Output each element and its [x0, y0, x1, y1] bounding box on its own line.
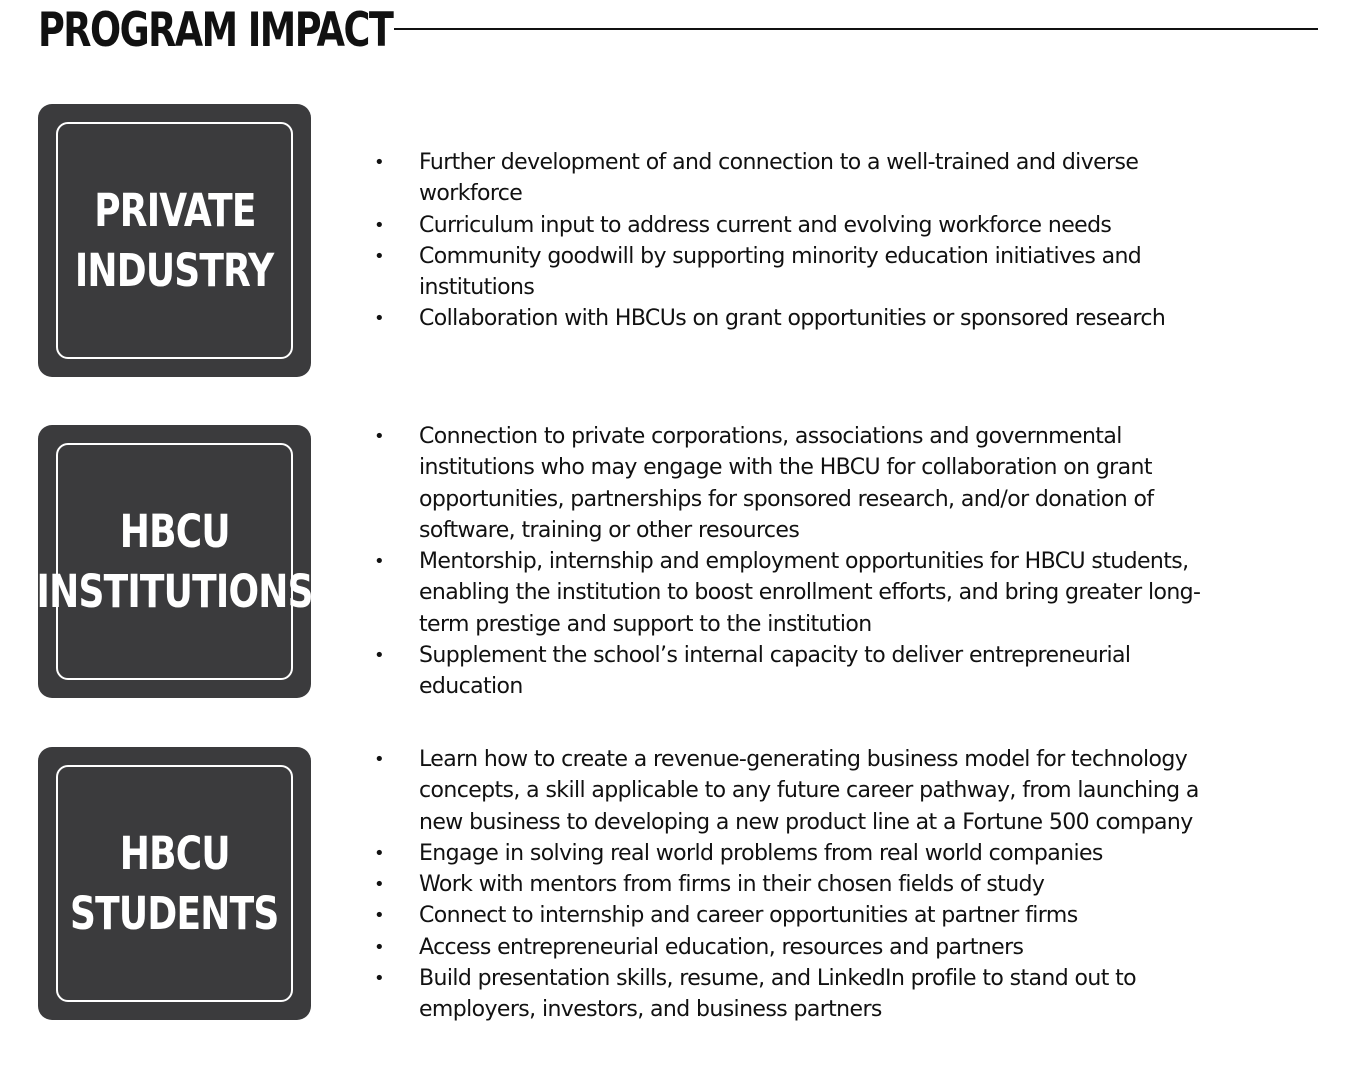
- bullet-icon: •: [374, 968, 385, 990]
- bullet-list: [374, 147, 1204, 335]
- tile-label-line: HBCU: [119, 504, 230, 558]
- page-title: PROGRAM IMPACT: [38, 3, 393, 58]
- bullet-item: [374, 421, 1204, 546]
- section-private-industry: [38, 104, 1318, 377]
- section-hbcu-students: [38, 747, 1318, 1023]
- bullet-icon: •: [374, 426, 385, 447]
- bullet-text: Learn how to create a revenue-generating business model for technology concepts, a skill applicable to any future career pathway, from launching a new business to developing a new product line at a Fortune 500 company: [419, 747, 1199, 835]
- bullet-text: Access entrepreneurial education, resources and partners: [419, 934, 1024, 960]
- bullet-icon: •: [374, 874, 385, 896]
- bullet-item: [374, 147, 1204, 210]
- bullet-icon: •: [374, 842, 385, 864]
- bullet-text: Engage in solving real world problems from real world companies: [419, 840, 1103, 866]
- bullet-icon: •: [374, 936, 385, 958]
- bullet-text: Work with mentors from firms in their chosen fields of study: [419, 872, 1045, 898]
- bullet-text: Build presentation skills, resume, and LinkedIn profile to stand out to employers, investors, and business partners: [419, 966, 1137, 1023]
- tile-label-line: HBCU: [119, 826, 230, 880]
- bullet-icon: •: [374, 551, 385, 573]
- bullet-text: Connection to private corporations, associations and governmental institutions who may engage with the HBCU for collaboration on grant opportunities, partnerships for sponsored research, and/or donation of software, training or other resources: [419, 424, 1154, 543]
- bullet-icon: •: [374, 245, 385, 267]
- tile-label-line: INDUSTRY: [75, 243, 274, 297]
- bullet-icon: •: [374, 749, 385, 770]
- tile-label-line: INSTITUTIONS: [36, 564, 313, 618]
- tile-frame: [56, 765, 293, 1002]
- section-hbcu-institutions: [38, 425, 1318, 698]
- bullet-item: [374, 869, 1204, 900]
- bullet-item: [374, 210, 1204, 241]
- bullet-item: [374, 546, 1204, 640]
- title-rule: [394, 28, 1318, 30]
- bullet-icon: •: [374, 308, 385, 330]
- tile-hbcu-institutions: [38, 425, 311, 698]
- bullet-icon: •: [374, 214, 385, 236]
- bullet-item: [374, 303, 1204, 334]
- bullet-list: [374, 421, 1204, 703]
- bullet-text: Supplement the school’s internal capacity to deliver entrepreneurial education: [419, 643, 1131, 700]
- bullet-text: Community goodwill by supporting minority education initiatives and institutions: [419, 243, 1142, 301]
- tile-label-line: PRIVATE: [93, 183, 256, 237]
- bullet-text: Curriculum input to address current and evolving workforce needs: [419, 212, 1112, 238]
- bullet-item: [374, 640, 1204, 703]
- bullet-item: [374, 838, 1204, 869]
- bullet-list: [374, 744, 1204, 1026]
- bullet-item: [374, 744, 1204, 838]
- tile-frame: [56, 122, 293, 359]
- page-header: [38, 0, 1318, 62]
- bullet-text: Collaboration with HBCUs on grant opportunities or sponsored research: [419, 306, 1166, 332]
- bullet-item: [374, 963, 1204, 1026]
- bullet-icon: •: [374, 645, 385, 667]
- bullet-text: Further development of and connection to a well-trained and diverse workforce: [419, 150, 1139, 207]
- bullet-icon: •: [374, 905, 385, 927]
- bullet-text: Mentorship, internship and employment opportunities for HBCU students, enabling the institution to boost enrollment efforts, and bring greater long-term prestige and support to the institution: [419, 549, 1201, 637]
- bullet-text: Connect to internship and career opportunities at partner firms: [419, 903, 1078, 929]
- bullet-icon: •: [374, 152, 385, 173]
- tile-hbcu-students: [38, 747, 311, 1020]
- tile-private-industry: [38, 104, 311, 377]
- bullet-item: [374, 932, 1204, 963]
- tile-label-line: STUDENTS: [70, 886, 279, 940]
- bullet-item: [374, 900, 1204, 931]
- tile-frame: [36, 443, 313, 680]
- bullet-item: [374, 241, 1204, 304]
